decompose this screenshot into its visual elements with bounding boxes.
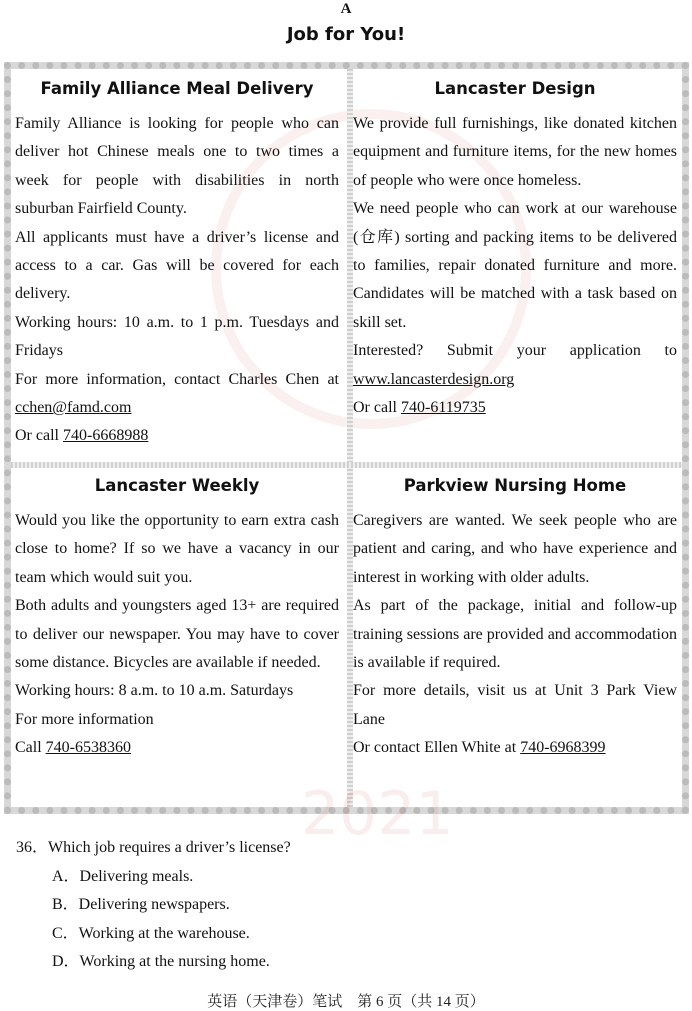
ad-heading: Lancaster Weekly [94,476,260,495]
ad-paragraph [353,337,677,394]
ad-paragraph [15,224,339,309]
contact-link[interactable]: 740-6968399 [520,739,606,757]
ad-text: For more information, contact Charles Chen at [15,370,339,388]
page-footer: 英语（天津卷）笔试 第 6 页（共 14 页） [207,994,485,1010]
contact-link[interactable]: 740-6668988 [62,427,149,445]
contact-link[interactable]: 740-6119735 [400,399,486,417]
ad-lancaster-design [353,77,677,422]
ad-paragraph [15,734,339,762]
question-36 [16,834,291,977]
ad-text: Would you like the opportunity to earn extra cash close to home? If so we have a vacancy in our team which would suit you. [15,512,339,586]
ad-text: We provide full furnishings, like donated kitchen equipment and furniture items, for the new homes of people who were once homeless. [353,115,677,189]
contact-link[interactable]: cchen@famd.com [15,399,132,417]
ad-text: All applicants must have a driver’s license and access to a car. Gas will be covered for each delivery. [15,228,339,303]
ad-heading: Parkview Nursing Home [403,476,627,495]
ad-paragraph [353,394,677,422]
ad-paragraph [353,734,677,762]
ad-text: Working hours: 8 a.m. to 10 a.m. Saturdays [15,682,294,700]
ad-text: Or contact Ellen White at [353,739,521,757]
ad-paragraph [15,309,339,366]
ad-family-alliance [15,77,339,451]
option-b: B．Delivering newspapers. [52,896,230,914]
contact-link[interactable]: 740-6538360 [45,739,131,757]
ad-text: Caregivers are wanted. We seek people who are patient and caring, and who have experience and interest in working with older adults. [353,512,677,586]
contact-link[interactable]: www.lancasterdesign.org [353,370,515,388]
ad-heading: Family Alliance Meal Delivery [40,79,314,98]
ad-paragraph [15,677,339,705]
ad-paragraph [15,366,339,423]
ad-text: Call [15,739,46,757]
ad-text: Interested? Submit your application to [353,342,677,360]
ad-paragraph [353,195,677,337]
ad-paragraph [353,677,677,734]
ad-text: Family Alliance is looking for people who can deliver hot Chinese meals one to two times a week for people with disabilities in north suburban Fairfield County. [15,115,339,218]
ad-paragraph [15,507,339,592]
ad-paragraph [15,592,339,677]
watermark-year: 2021 [301,779,454,849]
ad-paragraph [353,110,677,195]
option-c: C．Working at the warehouse. [52,924,250,942]
ad-text: Working hours: 10 a.m. to 1 p.m. Tuesdays and Fridays [15,313,339,360]
ad-text: Or call [15,427,63,445]
ad-text: As part of the package, initial and follow-up training sessions are provided and accommodation is available if required. [353,597,677,672]
option-a: A．Delivering meals. [52,867,194,885]
ad-text: For more information [15,710,154,728]
passage-title: Job for You! [286,24,406,45]
ad-paragraph [15,706,339,734]
question-stem: 36．Which job requires a driver’s license? [16,839,291,856]
ad-paragraph [353,592,677,677]
ad-paragraph [15,110,339,224]
ad-text: Both adults and youngsters aged 13+ are required to deliver our newspaper. You may have to cover some distance. Bicycles are available if needed. [15,597,339,672]
ad-lancaster-weekly [15,474,339,763]
ad-parkview-nursing [353,474,677,763]
option-d: D．Working at the nursing home. [52,953,270,971]
ad-text: Or call [353,399,401,417]
ad-text: We need people who can work at our warehouse (仓库) sorting and packing items to be delivered to families, repair donated furniture and more. Candidates will be matched with a task based on skill set. [353,200,677,331]
ad-heading: Lancaster Design [434,79,596,98]
section-label: A [340,1,352,17]
ad-paragraph [15,422,339,450]
ad-paragraph [353,507,677,592]
horizontal-divider [11,462,682,468]
ad-text: For more details, visit us at Unit 3 Park View Lane [353,682,677,728]
